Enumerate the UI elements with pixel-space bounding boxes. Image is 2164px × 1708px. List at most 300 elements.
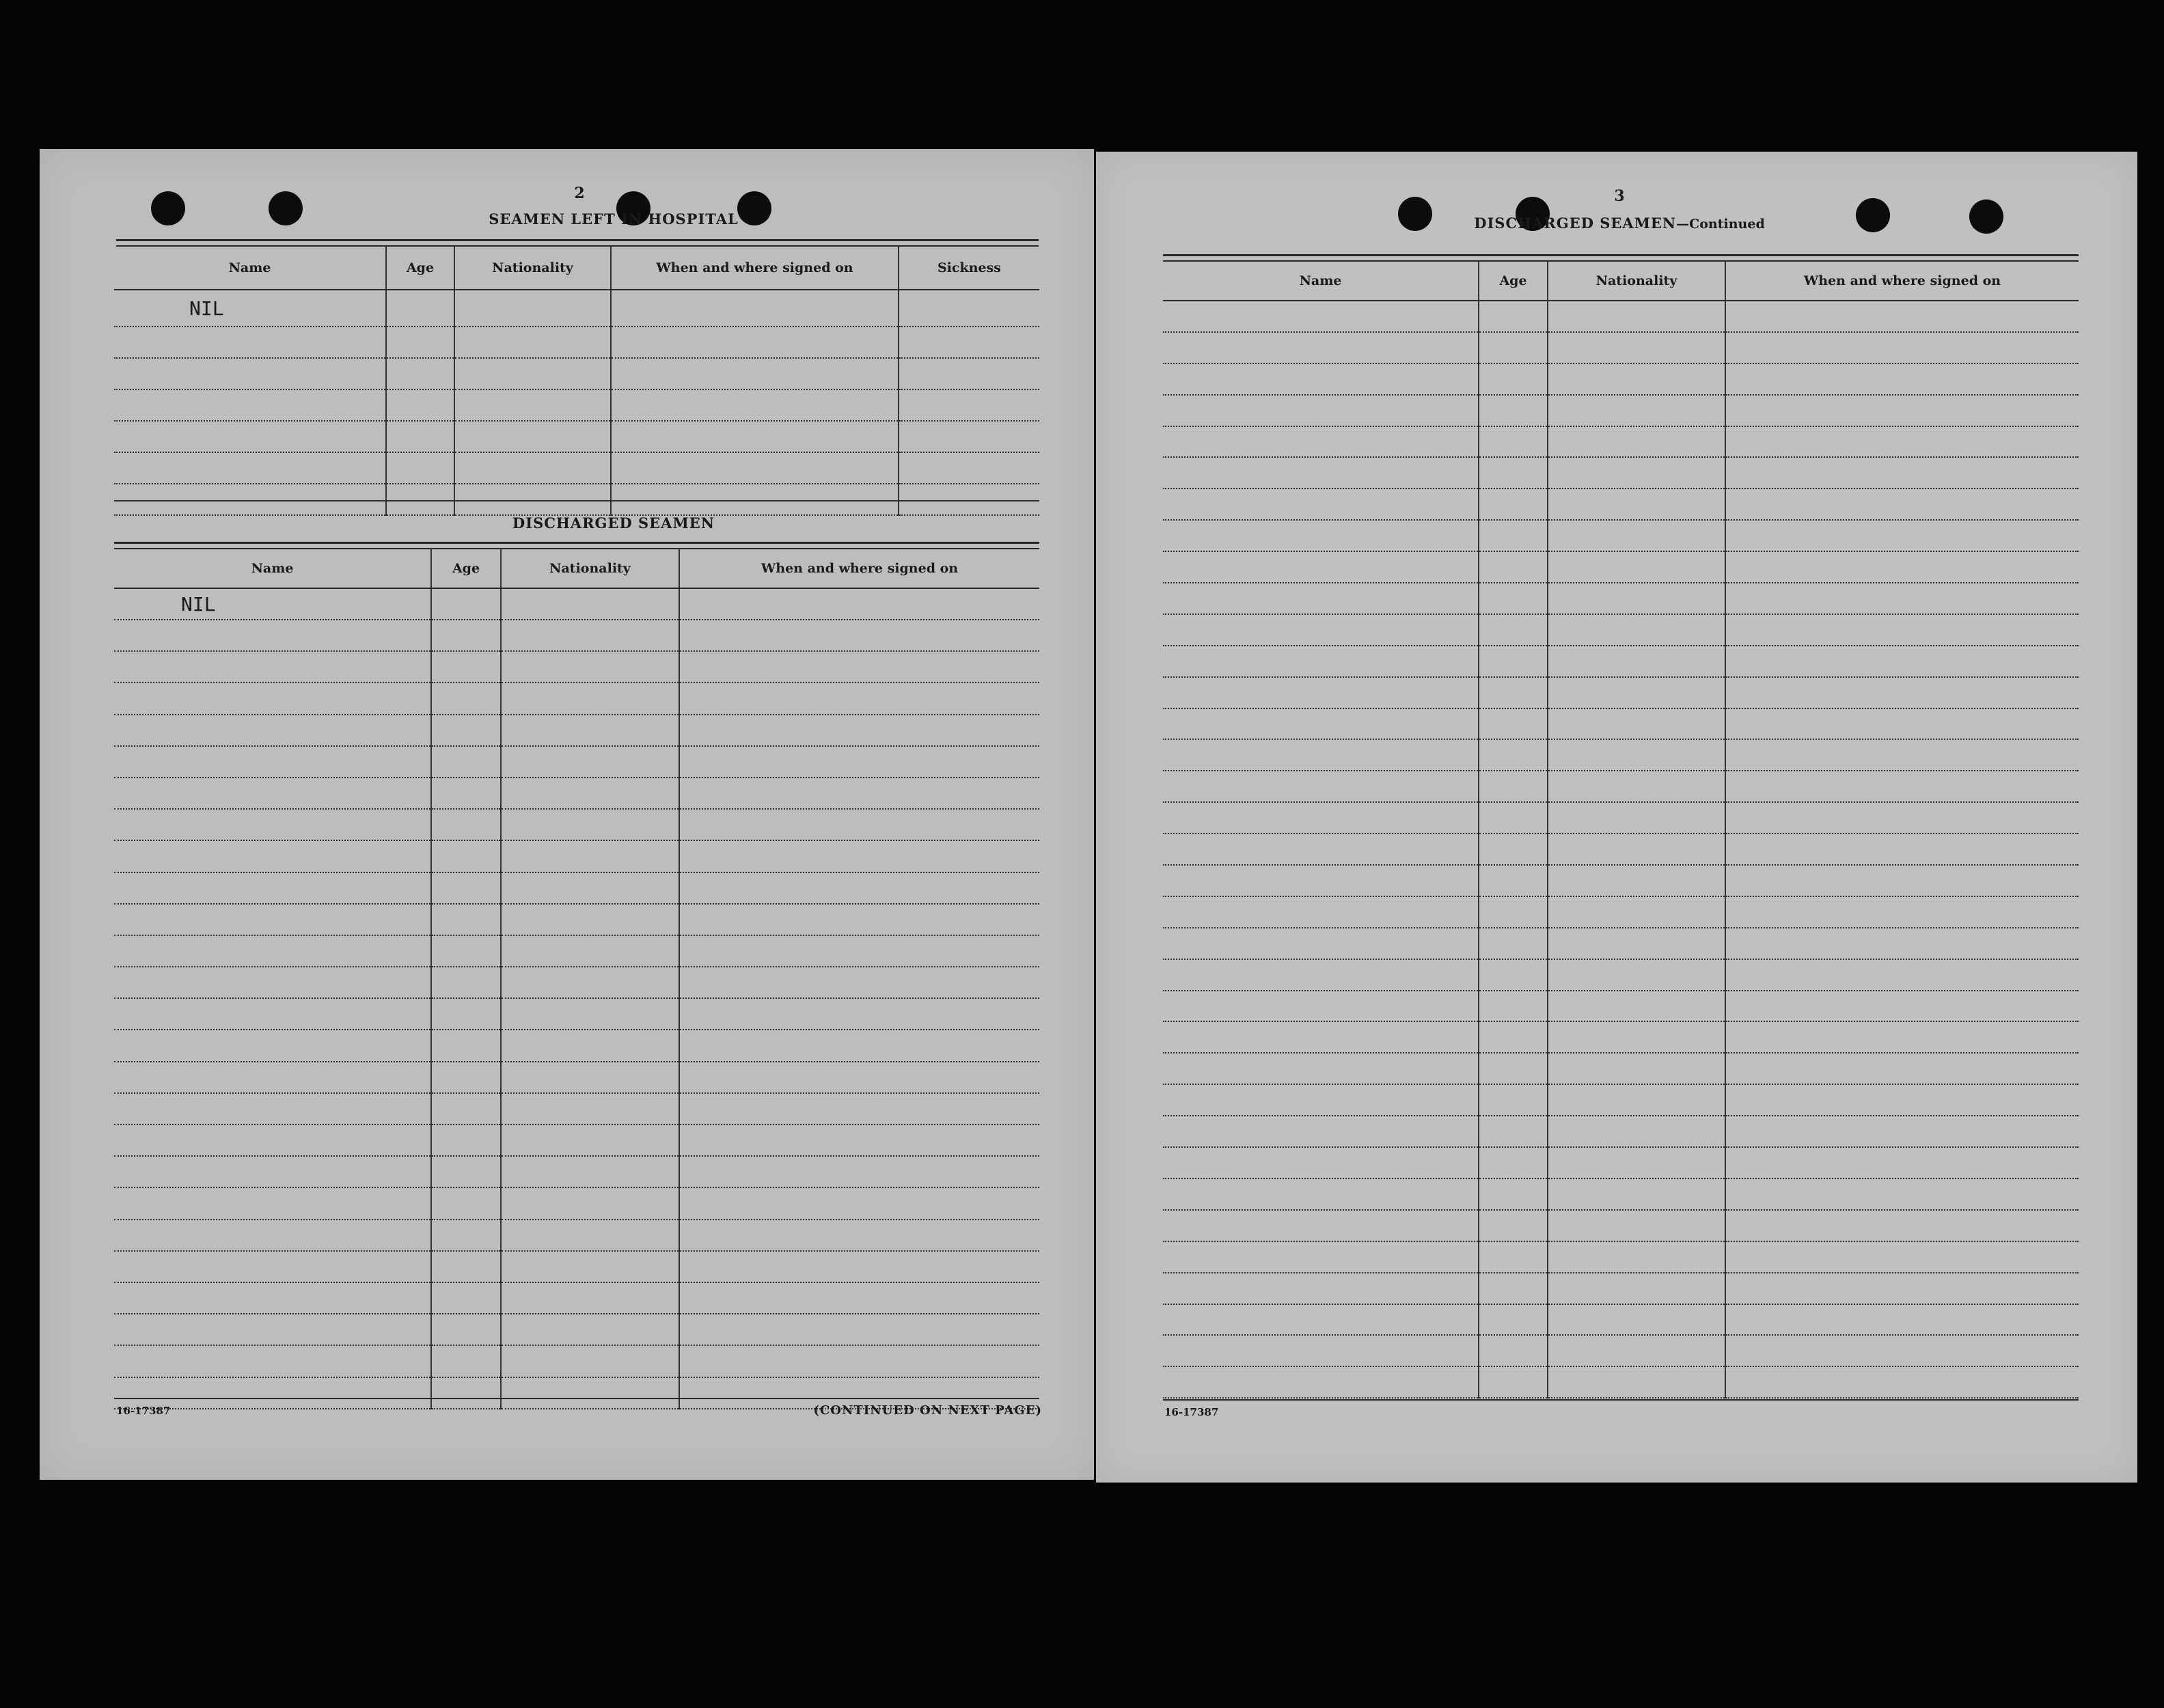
table-cell xyxy=(611,421,899,452)
table-cell xyxy=(679,1030,1039,1061)
table-cell xyxy=(454,389,611,421)
col-header-nationality: Nationality xyxy=(501,549,679,588)
table-row xyxy=(1163,771,2079,802)
table-cell xyxy=(1548,802,1725,834)
table-cell xyxy=(679,840,1039,872)
table-cell xyxy=(431,1220,501,1251)
table-row xyxy=(114,1220,1039,1251)
table-row xyxy=(114,746,1039,777)
table-cell xyxy=(1725,1179,2079,1210)
table-row xyxy=(1163,928,2079,959)
table-cell xyxy=(501,1125,679,1156)
table-cell xyxy=(1725,834,2079,865)
table-row xyxy=(1163,896,2079,928)
table-row xyxy=(114,651,1039,683)
punch-hole xyxy=(151,191,185,225)
table-row xyxy=(114,1156,1039,1187)
table-cell xyxy=(114,1282,431,1314)
table-cell xyxy=(114,1187,431,1219)
table-cell xyxy=(1725,991,2079,1022)
table-row xyxy=(1163,1304,2079,1336)
table-cell xyxy=(1163,771,1479,802)
table-cell xyxy=(431,1377,501,1409)
continued-note: (CONTINUED ON NEXT PAGE) xyxy=(813,1403,1042,1418)
table-cell xyxy=(431,967,501,998)
table-cell xyxy=(454,484,611,515)
table-row xyxy=(114,421,1039,452)
table-cell xyxy=(114,1220,431,1251)
table-cell xyxy=(1725,488,2079,520)
discharged-entry-name: NIL xyxy=(114,588,431,620)
table-cell xyxy=(1163,708,1479,740)
table-cell xyxy=(431,1156,501,1187)
table-cell xyxy=(431,904,501,935)
table-cell xyxy=(431,840,501,872)
table-cell xyxy=(1548,488,1725,520)
table-row xyxy=(114,327,1039,358)
table-cell xyxy=(679,1062,1039,1093)
table-cell xyxy=(1548,457,1725,488)
table-cell xyxy=(1163,520,1479,551)
table-cell xyxy=(1163,1304,1479,1336)
table-cell xyxy=(1479,802,1548,834)
section-title-text: DISCHARGED SEAMEN xyxy=(1474,215,1677,232)
table-cell xyxy=(114,1156,431,1187)
table-cell xyxy=(1479,896,1548,928)
table-cell xyxy=(1725,551,2079,583)
table-row xyxy=(1163,583,2079,614)
table-cell xyxy=(1548,1147,1725,1179)
table-row xyxy=(114,1282,1039,1314)
table-cell xyxy=(1163,1179,1479,1210)
table-cell xyxy=(501,620,679,651)
table-cell xyxy=(679,1187,1039,1219)
table-cell xyxy=(386,421,454,452)
table-cell xyxy=(1479,708,1548,740)
table-cell xyxy=(431,1030,501,1061)
table-cell xyxy=(611,327,899,358)
table-cell xyxy=(1725,1021,2079,1053)
table-cell xyxy=(431,620,501,651)
table-cell xyxy=(431,683,501,714)
col-header-nationality: Nationality xyxy=(454,246,611,290)
table-row xyxy=(114,452,1039,484)
table-cell xyxy=(1479,363,1548,395)
table-cell xyxy=(1163,802,1479,834)
table-cell xyxy=(1163,959,1479,991)
col-header-nationality: Nationality xyxy=(1548,261,1725,301)
table-cell xyxy=(1479,771,1548,802)
table-cell xyxy=(1479,1366,1548,1398)
table-cell xyxy=(1479,991,1548,1022)
table-cell xyxy=(114,1314,431,1345)
table-row xyxy=(1163,677,2079,708)
table-cell xyxy=(1725,1304,2079,1336)
table-cell xyxy=(501,1093,679,1125)
table-cell xyxy=(1725,1084,2079,1116)
col-header-signed-on: When and where signed on xyxy=(1725,261,2079,301)
table-cell xyxy=(1725,739,2079,771)
table-cell xyxy=(501,967,679,998)
table-cell xyxy=(1548,834,1725,865)
table-cell xyxy=(1479,928,1548,959)
table-cell xyxy=(1163,1366,1479,1398)
table-cell xyxy=(114,715,431,746)
table-cell xyxy=(1725,1147,2079,1179)
col-header-signed-on: When and where signed on xyxy=(679,549,1039,588)
punch-hole xyxy=(1969,199,2003,234)
table-cell xyxy=(114,1093,431,1125)
table-cell xyxy=(611,452,899,484)
table-cell xyxy=(611,484,899,515)
table-cell xyxy=(431,1345,501,1377)
table-cell xyxy=(1548,551,1725,583)
table-cell xyxy=(1725,1273,2079,1304)
table-cell xyxy=(1479,488,1548,520)
table-cell xyxy=(679,998,1039,1030)
table-cell xyxy=(501,872,679,904)
table-cell xyxy=(1163,614,1479,646)
col-header-signed-on: When and where signed on xyxy=(611,246,899,290)
table-cell xyxy=(1548,1053,1725,1084)
table-cell xyxy=(1479,865,1548,896)
table-row xyxy=(114,620,1039,651)
table-cell xyxy=(611,389,899,421)
table-cell xyxy=(114,1125,431,1156)
table-row xyxy=(1163,301,2079,332)
table-cell xyxy=(114,651,431,683)
table-cell xyxy=(1548,332,1725,363)
table-cell xyxy=(1479,1084,1548,1116)
table-cell xyxy=(1163,332,1479,363)
table-cell xyxy=(431,1251,501,1282)
table-cell xyxy=(454,421,611,452)
table-cell xyxy=(114,1062,431,1093)
table-cell xyxy=(114,452,386,484)
table-cell xyxy=(1548,1210,1725,1241)
hospital-entry-name: NIL xyxy=(114,290,386,327)
table-row xyxy=(114,998,1039,1030)
table-row xyxy=(1163,1179,2079,1210)
table-cell xyxy=(1548,301,1725,332)
table-cell xyxy=(1479,1273,1548,1304)
table-row xyxy=(114,935,1039,967)
table-cell xyxy=(1479,834,1548,865)
table-cell xyxy=(899,358,1039,389)
table-cell xyxy=(1725,332,2079,363)
table-cell xyxy=(899,421,1039,452)
table-cell xyxy=(1163,834,1479,865)
section-end-rule xyxy=(114,1398,1039,1399)
table-row xyxy=(1163,1366,2079,1398)
col-header-age: Age xyxy=(386,246,454,290)
table-cell xyxy=(1163,896,1479,928)
table-cell xyxy=(1479,426,1548,458)
table-cell xyxy=(679,620,1039,651)
table-cell xyxy=(1548,363,1725,395)
table-cell xyxy=(114,998,431,1030)
table-cell xyxy=(1479,301,1548,332)
table-cell xyxy=(114,484,386,515)
table-cell xyxy=(1725,677,2079,708)
table-cell xyxy=(679,651,1039,683)
table-cell xyxy=(114,872,431,904)
table-cell xyxy=(431,872,501,904)
hospital-section-title: SEAMEN LEFT IN HOSPITAL xyxy=(489,210,739,228)
table-cell xyxy=(1163,646,1479,677)
table-cell xyxy=(1725,363,2079,395)
table-cell xyxy=(431,651,501,683)
table-cell xyxy=(1163,301,1479,332)
table-row xyxy=(1163,739,2079,771)
table-cell xyxy=(1725,1116,2079,1147)
form-number: 16-17387 xyxy=(1164,1406,1219,1418)
table-row xyxy=(1163,865,2079,896)
col-header-age: Age xyxy=(1479,261,1548,301)
table-cell xyxy=(1479,332,1548,363)
table-cell xyxy=(501,998,679,1030)
table-row xyxy=(114,389,1039,421)
table-cell xyxy=(1479,1179,1548,1210)
table-cell xyxy=(679,872,1039,904)
table-row xyxy=(114,840,1039,872)
table-cell xyxy=(114,809,431,840)
table-row xyxy=(1163,1084,2079,1116)
table-cell xyxy=(679,904,1039,935)
table-cell xyxy=(1725,457,2079,488)
col-header-name: Name xyxy=(114,246,386,290)
table-cell xyxy=(611,290,899,327)
table-cell xyxy=(899,327,1039,358)
table-cell xyxy=(1479,1116,1548,1147)
table-cell xyxy=(679,1314,1039,1345)
table-row xyxy=(1163,1210,2079,1241)
table-row xyxy=(114,1062,1039,1093)
col-header-sickness: Sickness xyxy=(899,246,1039,290)
table-row xyxy=(1163,1273,2079,1304)
table-row xyxy=(1163,457,2079,488)
table-cell xyxy=(1725,583,2079,614)
table-cell xyxy=(1163,1084,1479,1116)
table-cell xyxy=(114,967,431,998)
table-cell xyxy=(501,809,679,840)
table-cell xyxy=(1479,1304,1548,1336)
table-cell xyxy=(1548,1273,1725,1304)
table-cell xyxy=(501,683,679,714)
table-row xyxy=(114,358,1039,389)
table-cell xyxy=(679,1125,1039,1156)
table-cell xyxy=(431,1282,501,1314)
table-cell xyxy=(1725,614,2079,646)
page-number: 2 xyxy=(574,184,585,202)
table-cell xyxy=(1725,520,2079,551)
table-cell xyxy=(679,1220,1039,1251)
table-cell xyxy=(679,1251,1039,1282)
table-cell xyxy=(431,588,501,620)
table-cell xyxy=(501,588,679,620)
table-cell xyxy=(454,358,611,389)
table-cell xyxy=(899,290,1039,327)
table-cell xyxy=(679,809,1039,840)
table-cell xyxy=(1725,865,2079,896)
table-cell xyxy=(1725,426,2079,458)
table-cell xyxy=(431,1062,501,1093)
table-cell xyxy=(1725,1335,2079,1366)
table-cell xyxy=(1725,708,2079,740)
table-cell xyxy=(114,421,386,452)
table-row xyxy=(1163,834,2079,865)
table-row xyxy=(1163,991,2079,1022)
table-cell xyxy=(1479,1210,1548,1241)
table-cell xyxy=(1725,802,2079,834)
table-cell xyxy=(1163,1021,1479,1053)
table-cell xyxy=(114,777,431,809)
table-cell xyxy=(431,1187,501,1219)
table-cell xyxy=(431,998,501,1030)
table-cell xyxy=(1548,959,1725,991)
table-cell xyxy=(679,935,1039,967)
table-cell xyxy=(431,935,501,967)
table-row xyxy=(114,904,1039,935)
table-cell xyxy=(679,715,1039,746)
table-row xyxy=(114,484,1039,515)
table-cell xyxy=(431,809,501,840)
table-cell xyxy=(1479,551,1548,583)
section-end-rule xyxy=(1163,1399,2079,1401)
table-row xyxy=(114,1093,1039,1125)
table-cell xyxy=(1479,1335,1548,1366)
table-cell xyxy=(1548,865,1725,896)
punch-hole xyxy=(1856,198,1890,232)
table-cell xyxy=(1725,1241,2079,1273)
table-cell xyxy=(501,1377,679,1409)
table-cell xyxy=(679,1093,1039,1125)
table-cell xyxy=(114,1251,431,1282)
table-cell xyxy=(1163,1147,1479,1179)
table-row xyxy=(1163,959,2079,991)
table-cell xyxy=(1548,646,1725,677)
table-cell xyxy=(386,484,454,515)
table-cell xyxy=(114,904,431,935)
table-row xyxy=(114,809,1039,840)
table-cell xyxy=(1163,1210,1479,1241)
punch-hole xyxy=(269,191,303,225)
table-cell xyxy=(1548,896,1725,928)
table-cell xyxy=(1725,896,2079,928)
table-row xyxy=(1163,551,2079,583)
discharged-table xyxy=(114,549,1039,1409)
table-row xyxy=(114,683,1039,714)
table-cell xyxy=(1479,959,1548,991)
table-cell xyxy=(1725,959,2079,991)
right-page xyxy=(1096,152,2137,1483)
table-cell xyxy=(386,358,454,389)
table-cell xyxy=(1548,928,1725,959)
table-cell xyxy=(1548,1335,1725,1366)
table-cell xyxy=(1548,771,1725,802)
table-cell xyxy=(501,1251,679,1282)
col-header-name: Name xyxy=(1163,261,1479,301)
table-cell xyxy=(114,389,386,421)
table-row xyxy=(1163,363,2079,395)
table-cell xyxy=(501,935,679,967)
table-cell xyxy=(114,683,431,714)
table-cell xyxy=(1163,991,1479,1022)
table-cell xyxy=(114,327,386,358)
table-row xyxy=(114,777,1039,809)
table-row xyxy=(114,1030,1039,1061)
table-cell xyxy=(1548,1304,1725,1336)
table-row xyxy=(1163,614,2079,646)
table-cell xyxy=(454,290,611,327)
table-cell xyxy=(454,327,611,358)
table-cell xyxy=(679,746,1039,777)
col-header-name: Name xyxy=(114,549,431,588)
table-cell xyxy=(386,290,454,327)
table-cell xyxy=(1163,1273,1479,1304)
table-row xyxy=(1163,520,2079,551)
table-cell xyxy=(1548,426,1725,458)
table-cell xyxy=(501,1030,679,1061)
table-cell xyxy=(1725,1053,2079,1084)
discharged-section-title: DISCHARGED SEAMEN xyxy=(512,514,715,532)
table-cell xyxy=(114,358,386,389)
table-cell xyxy=(114,620,431,651)
table-row xyxy=(114,1314,1039,1345)
table-cell xyxy=(114,935,431,967)
table-cell xyxy=(1725,301,2079,332)
left-page xyxy=(40,149,1094,1480)
table-cell xyxy=(114,746,431,777)
table-cell xyxy=(1163,1116,1479,1147)
table-row xyxy=(1163,1021,2079,1053)
table-cell xyxy=(1725,646,2079,677)
table-cell xyxy=(501,1220,679,1251)
table-cell xyxy=(431,777,501,809)
table-row xyxy=(114,715,1039,746)
table-cell xyxy=(1163,1335,1479,1366)
form-number: 16-17387 xyxy=(116,1405,171,1417)
table-cell xyxy=(1479,1241,1548,1273)
table-row xyxy=(1163,708,2079,740)
table-row xyxy=(114,1125,1039,1156)
table-cell xyxy=(1725,928,2079,959)
table-cell xyxy=(1725,1210,2079,1241)
table-cell xyxy=(1548,1366,1725,1398)
table-cell xyxy=(1479,395,1548,426)
table-cell xyxy=(501,1156,679,1187)
table-cell xyxy=(1548,708,1725,740)
table-cell xyxy=(1163,395,1479,426)
table-cell xyxy=(1548,1179,1725,1210)
table-cell xyxy=(1163,551,1479,583)
table-cell xyxy=(454,452,611,484)
table-row xyxy=(1163,1116,2079,1147)
discharged-continued-table xyxy=(1163,261,2079,1399)
table-row xyxy=(114,967,1039,998)
discharged-continued-title xyxy=(1394,215,1845,232)
table-row xyxy=(1163,426,2079,458)
table-cell xyxy=(501,715,679,746)
table-cell xyxy=(431,746,501,777)
table-cell xyxy=(1479,1021,1548,1053)
table-cell xyxy=(1163,488,1479,520)
table-cell xyxy=(1163,677,1479,708)
table-cell xyxy=(1548,614,1725,646)
table-cell xyxy=(1479,677,1548,708)
table-cell xyxy=(114,840,431,872)
table-cell xyxy=(431,1125,501,1156)
